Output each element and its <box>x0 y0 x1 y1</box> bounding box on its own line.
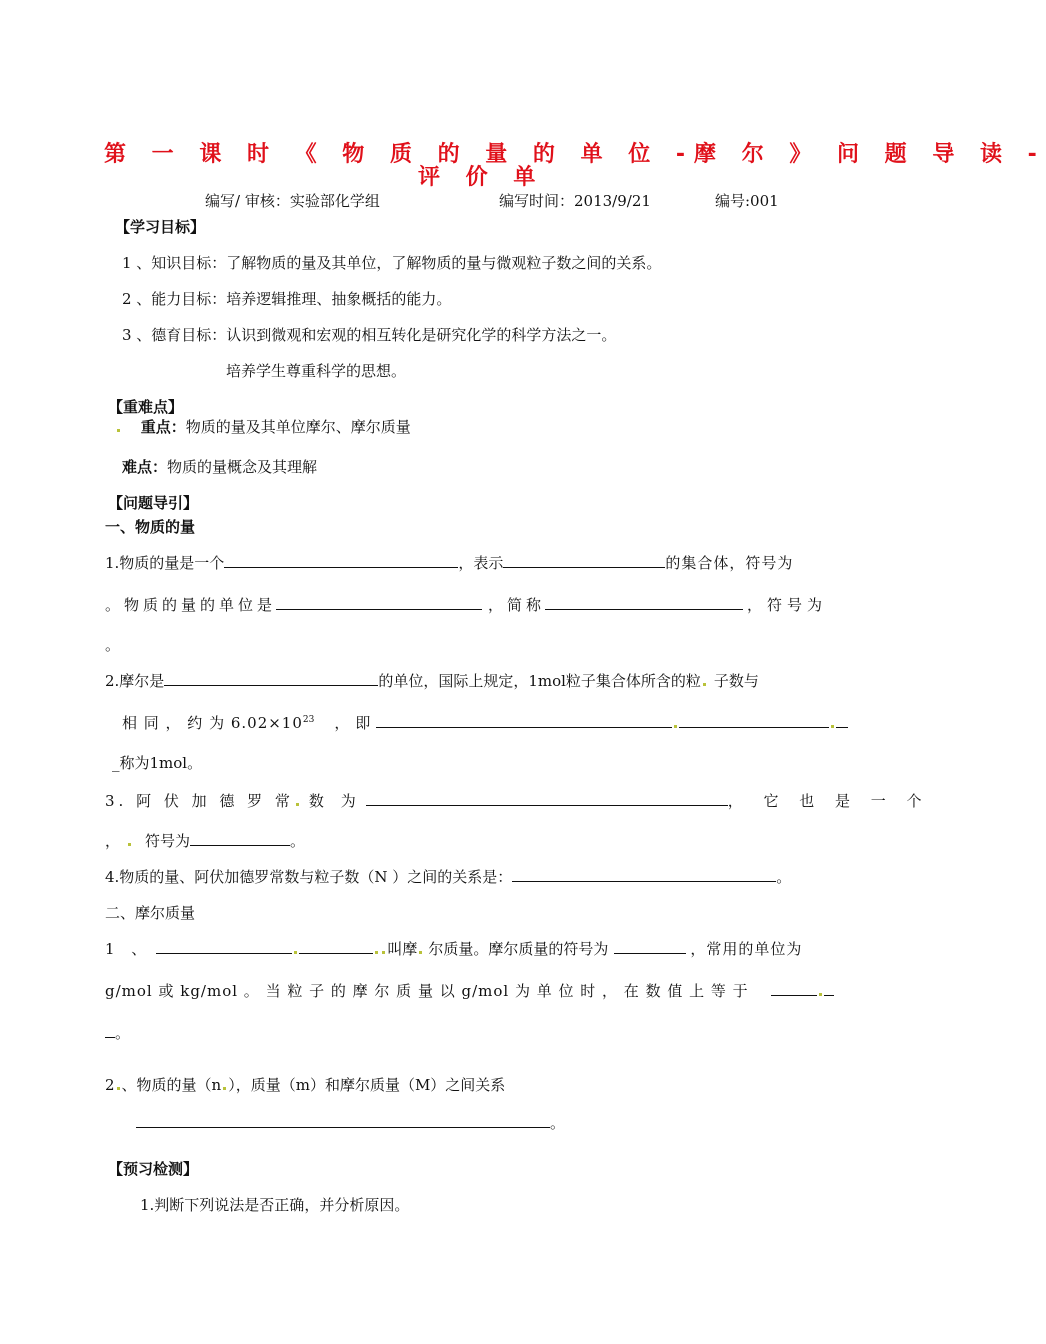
q4-text-b: 。 <box>776 868 792 886</box>
q3-text-f: 。 <box>290 832 306 850</box>
key-text: 物质的量及其单位摩尔、摩尔质量 <box>185 418 411 436</box>
answer-blank[interactable] <box>299 939 373 954</box>
objective-continuation: 培养学生尊重科学的思想。 <box>226 362 407 380</box>
title-line-2: 评 价 单 <box>418 165 545 190</box>
mark-dot <box>831 725 834 728</box>
objective-item-3: 3 、德育目标：认识到微观和宏观的相互转化是研究化学的科学方法之一。 <box>122 326 617 344</box>
q1-text-e: ，简称 <box>488 596 546 614</box>
m1-text-b: 叫摩 <box>387 940 418 958</box>
mark-dot <box>703 683 706 686</box>
diff-label: 难点： <box>122 458 168 476</box>
answer-blank[interactable] <box>545 595 743 610</box>
q3-text-b: 数 为 <box>308 792 362 810</box>
q3-text-a: 3. 阿 伏 加 德 罗 常 <box>105 792 294 810</box>
mark-dot <box>375 951 378 954</box>
q2-line3: _称为1mol。 <box>112 754 203 772</box>
m2-text-b: 、物质的量（n <box>121 1076 222 1094</box>
mark-dot <box>419 951 422 954</box>
answer-blank[interactable] <box>105 1023 115 1038</box>
m1-line1 <box>105 938 802 959</box>
q2-text-e: ，即 <box>334 714 377 732</box>
q2-line2 <box>122 712 848 733</box>
meta-time: 编写时间：2013/9/21 <box>499 192 651 210</box>
q2-text-b: 的单位，国际上规定，1mol粒子集合体所含的粒 <box>378 672 701 690</box>
answer-blank[interactable] <box>771 981 817 996</box>
answer-blank[interactable] <box>190 831 290 846</box>
meta-authors: 编写/ 审核：实验部化学组 <box>205 192 380 210</box>
q1-text-b: ，表示 <box>458 554 504 572</box>
title-line-1: 第 一 课 时 《 物 质 的 量 的 单 位 -摩 尔 》 问 题 导 读 - <box>104 142 1046 167</box>
mark-dot <box>674 725 677 728</box>
meta-number: 编号:001 <box>715 192 779 210</box>
mark-dot <box>117 429 120 432</box>
guide-heading: 【问题导引】 <box>108 494 199 512</box>
m2-text-d: 。 <box>550 1114 566 1132</box>
m2-line1 <box>105 1074 505 1095</box>
answer-blank[interactable] <box>376 713 672 728</box>
answer-blank[interactable] <box>164 671 378 686</box>
mark-dot <box>223 1087 226 1090</box>
q2-exponent: 23 <box>302 715 315 725</box>
m2-text-a: 2 <box>105 1076 115 1094</box>
answer-blank[interactable] <box>276 595 482 610</box>
q1-text-a: 1.物质的量是一个 <box>105 554 225 572</box>
answer-blank[interactable] <box>366 791 728 806</box>
mark-dot <box>128 843 131 846</box>
section1-heading: 一、物质的量 <box>105 518 196 536</box>
mark-dot <box>117 1087 120 1090</box>
answer-blank[interactable] <box>224 553 458 568</box>
mark-dot <box>294 951 297 954</box>
q4-line <box>105 866 791 887</box>
answer-blank[interactable] <box>156 939 292 954</box>
section2-heading: 二、摩尔质量 <box>105 904 196 922</box>
q1-text-f: ，符号为 <box>747 596 828 614</box>
objectives-heading: 【学习目标】 <box>115 218 206 236</box>
mark-dot <box>382 951 385 954</box>
answer-blank[interactable] <box>824 981 834 996</box>
q1-line3: 。 <box>105 636 121 654</box>
answer-blank[interactable] <box>836 713 848 728</box>
q2-text-d: 相 同 ， 约 为 6.02×10 <box>122 714 303 732</box>
q1-line1 <box>105 552 793 573</box>
m1-line3 <box>105 1022 130 1043</box>
answer-blank[interactable] <box>136 1113 550 1128</box>
q2-line1 <box>105 670 759 691</box>
keypoints-heading: 【重难点】 <box>108 398 184 416</box>
answer-blank[interactable] <box>679 713 829 728</box>
keypoint-key-line <box>115 416 411 437</box>
preview-item-1: 1.判断下列说法是否正确，并分析原因。 <box>140 1196 410 1214</box>
mark-dot <box>296 803 299 806</box>
m1-text-a: 1 、 <box>105 940 153 958</box>
q1-line2 <box>105 594 827 615</box>
q4-text-a: 4.物质的量、阿伏加德罗常数与粒子数（N ）之间的关系是： <box>105 868 513 886</box>
objective-item-2: 2 、能力目标：培养逻辑推理、抽象概括的能力。 <box>122 290 452 308</box>
m2-text-c: ），质量（m）和摩尔质量（M）之间关系 <box>228 1076 506 1094</box>
q2-text-a: 2.摩尔是 <box>105 672 165 690</box>
q3-line2 <box>105 830 305 851</box>
m1-text-c: 尔质量。摩尔质量的符号为 <box>428 940 609 958</box>
q2-text-c: 子数与 <box>713 672 759 690</box>
m1-line2 <box>105 980 834 1001</box>
keypoint-difficult-line <box>122 456 317 477</box>
key-label: 重点： <box>140 418 186 436</box>
q3-line1 <box>105 790 930 811</box>
q3-text-e: 符号为 <box>145 832 191 850</box>
diff-text: 物质的量概念及其理解 <box>167 458 318 476</box>
answer-blank[interactable] <box>614 939 686 954</box>
m1-text-f: 。 <box>115 1024 131 1042</box>
m1-text-e: g/mol 或 kg/mol 。 当 粒 子 的 摩 尔 质 量 以 g/mol 为 单 位 时 ， 在 数 值 上 等 于 <box>105 982 749 1000</box>
q1-text-d: 。物质的量的单位是 <box>105 596 277 614</box>
m2-line2 <box>136 1112 565 1133</box>
q3-text-d: ， <box>105 832 121 850</box>
answer-blank[interactable] <box>512 867 776 882</box>
preview-heading: 【预习检测】 <box>108 1160 199 1178</box>
answer-blank[interactable] <box>503 553 665 568</box>
q1-text-c: 的集合体，符号为 <box>665 554 794 572</box>
q3-text-c: ， 它 也 是 一 个 <box>727 792 930 810</box>
mark-dot <box>819 993 822 996</box>
objective-item-1: 1 、知识目标：了解物质的量及其单位，了解物质的量与微观粒子数之间的关系。 <box>122 254 662 272</box>
m1-text-d: ，常用的单位为 <box>690 940 803 958</box>
